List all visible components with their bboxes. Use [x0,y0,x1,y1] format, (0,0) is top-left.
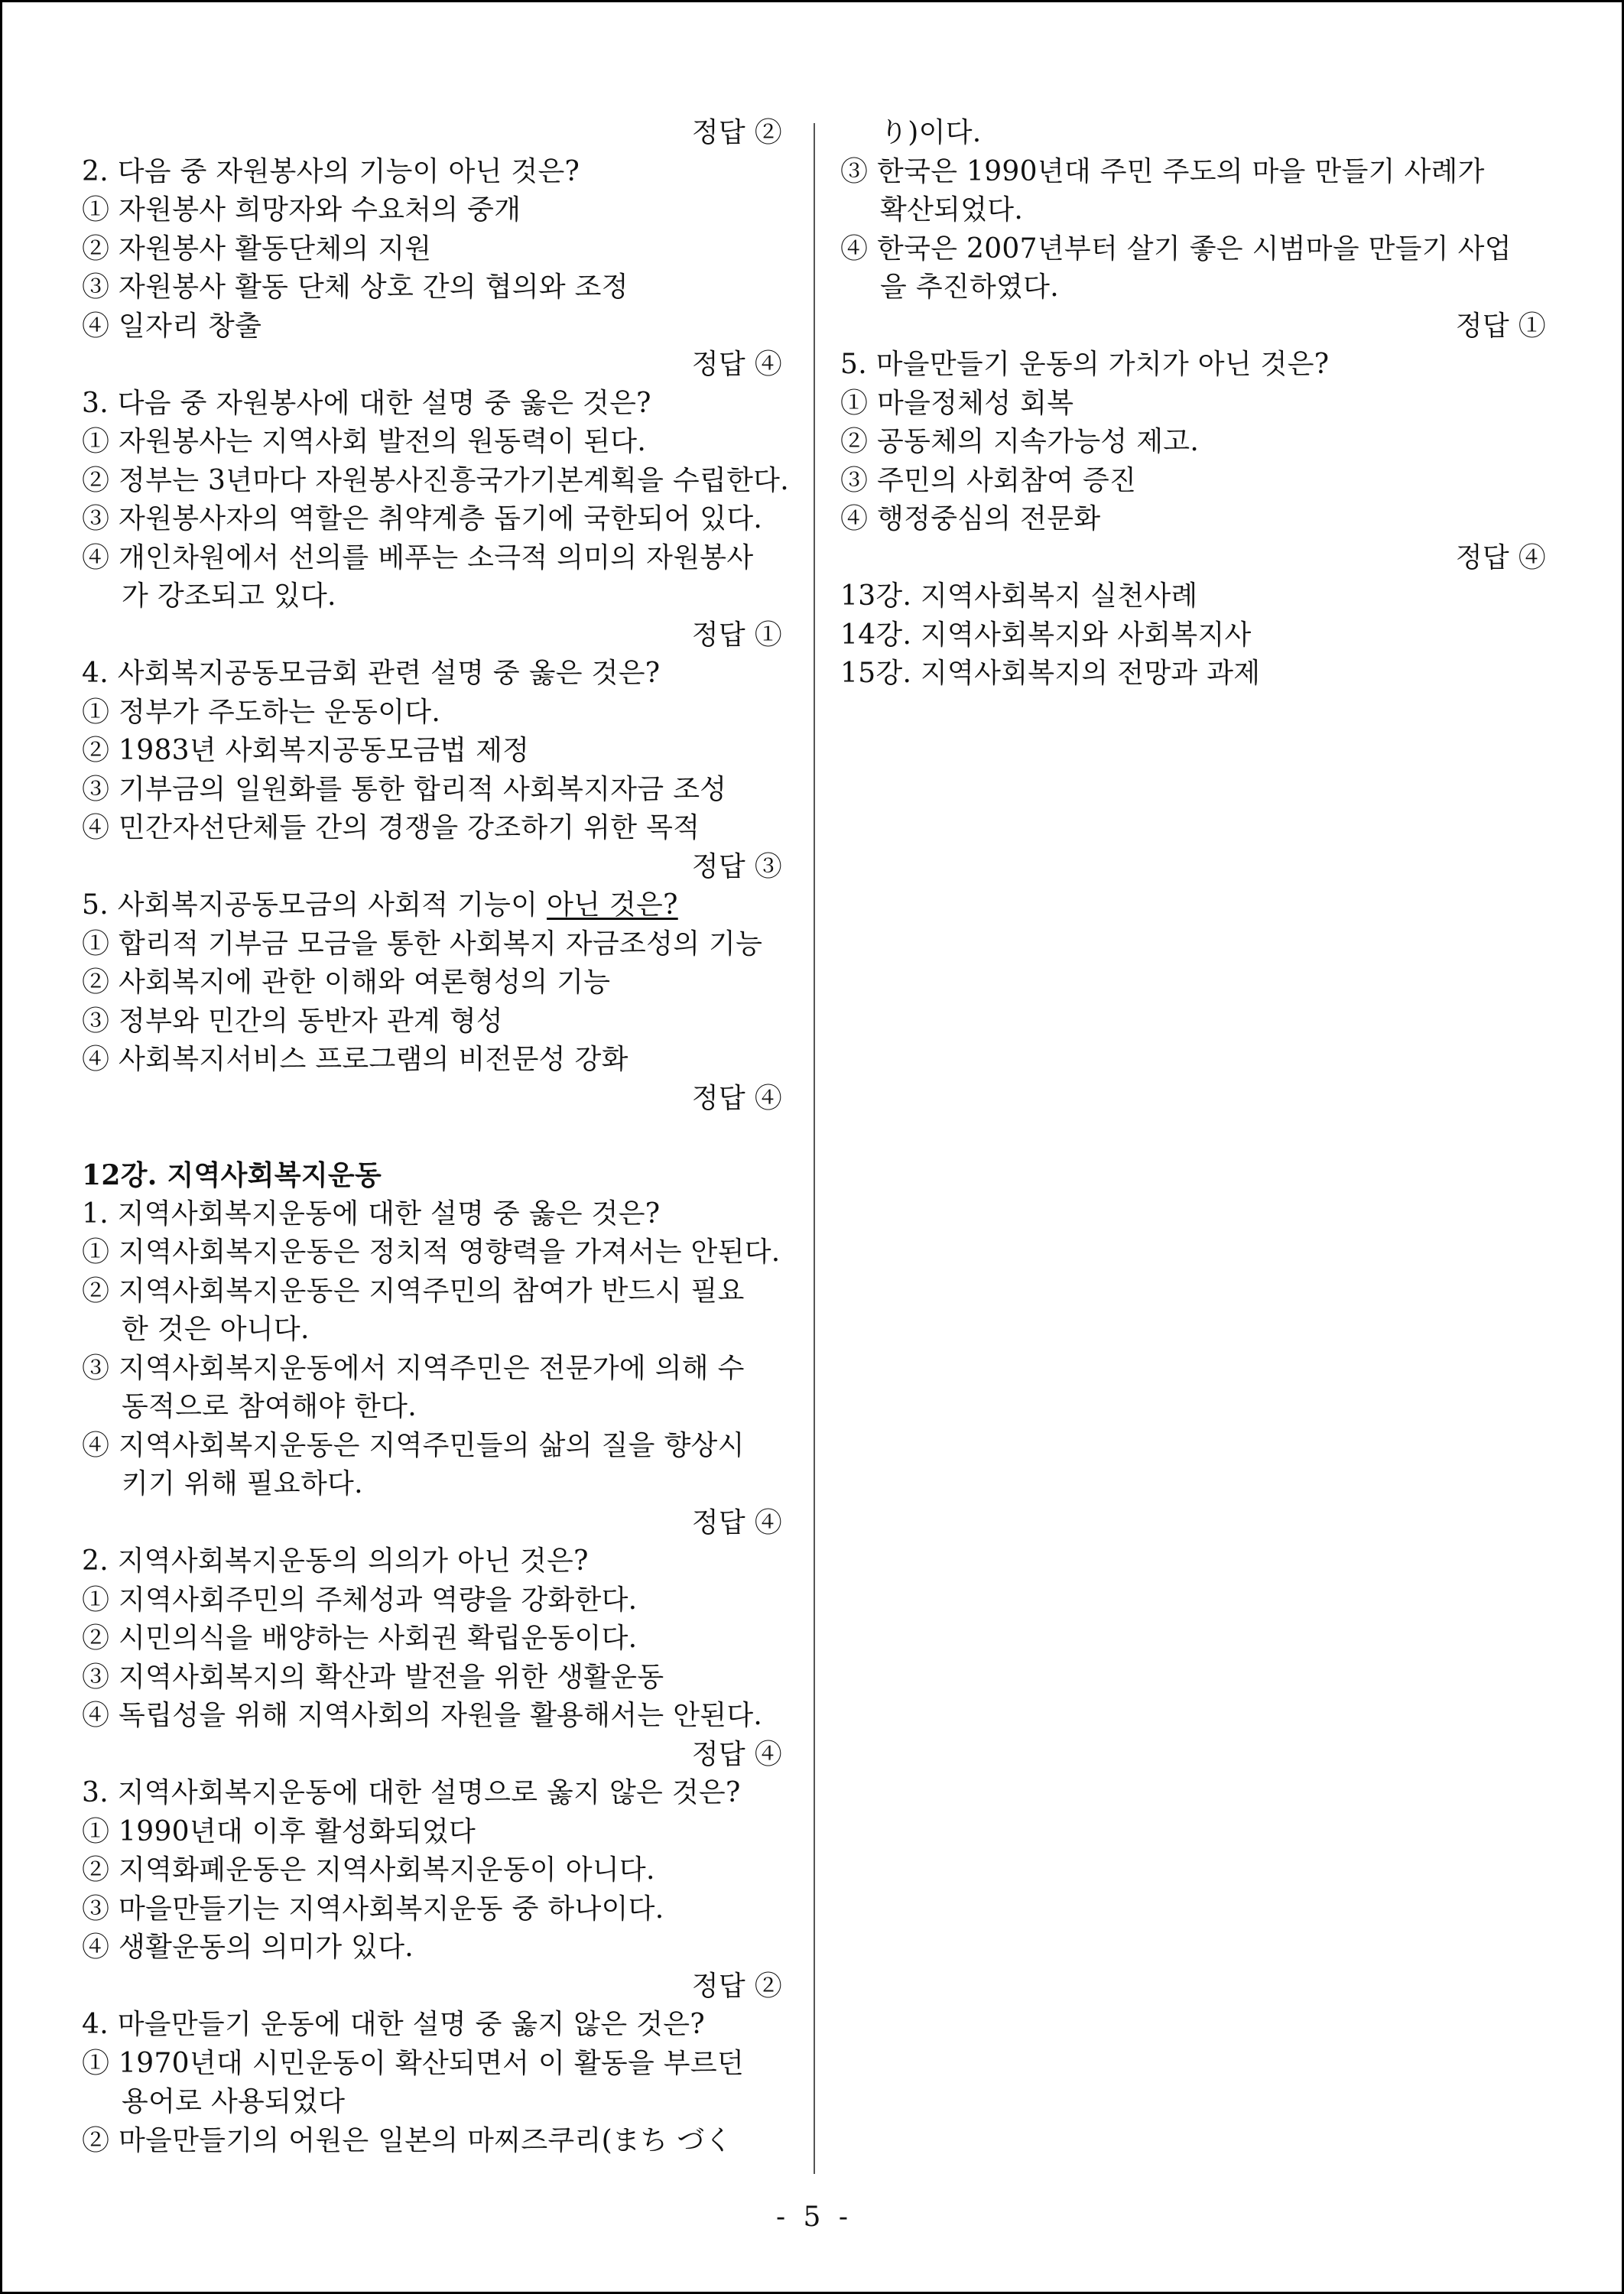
answer-option: ③ 지역사회복지운동에서 지역주민은 전문가에 의해 수 [82,1352,745,1384]
option-continuation: 동적으로 참여해야 한다. [122,1391,417,1422]
question-text: 14강. 지역사회복지와 사회복지사 [840,619,1252,651]
column-divider [814,123,815,2174]
left-column [82,114,789,2160]
right-column [840,114,1548,694]
answer-option: ② 마을만들기의 어원은 일본의 마찌즈쿠리(まち づく [82,2124,732,2156]
answer-option: ④ 개인차원에서 선의를 베푸는 소극적 의미의 자원봉사 [82,541,754,574]
underlined-text: 아닌 것은? [547,889,678,921]
answer-option: ④ 행정중심의 전문화 [840,503,1101,535]
answer-key: 정답 ④ [691,349,782,380]
option-continuation: 한 것은 아니다. [122,1314,310,1345]
option-continuation: 을 추진하였다. [880,271,1059,303]
answer-option: ③ 정부와 민간의 동반자 관계 형성 [82,1005,504,1037]
question-text: 5. 마을만들기 운동의 가치가 아닌 것은? [840,349,1330,380]
answer-key: 정답 ④ [691,1738,782,1770]
answer-option: ② 자원봉사 활동단체의 지원 [82,232,432,265]
answer-option: ④ 일자리 창출 [82,310,262,342]
question-text: 3. 다음 중 자원봉사에 대한 설명 중 옳은 것은? [82,387,651,419]
answer-option: ② 시민의식을 배양하는 사회권 확립운동이다. [82,1623,638,1654]
option-continuation: り)이다. [880,117,982,148]
question-text: 13강. 지역사회복지 실천사례 [840,580,1198,612]
answer-option: ① 자원봉사 희망자와 수요처의 중개 [82,194,521,226]
answer-option: ③ 기부금의 일원화를 통한 합리적 사회복지자금 조성 [82,773,727,805]
answer-option: ① 자원봉사는 지역사회 발전의 원동력이 된다. [82,426,647,457]
answer-option: ② 지역사회복지운동은 지역주민의 참여가 반드시 필요 [82,1275,745,1307]
answer-option: ④ 생활운동의 의미가 있다. [82,1932,414,1963]
answer-option: ① 합리적 기부금 모금을 통한 사회복지 자금조성의 기능 [82,928,763,960]
answer-key: 정답 ④ [691,1506,782,1539]
answer-option: ① 정부가 주도하는 운동이다. [82,696,441,728]
answer-option: ③ 지역사회복지의 확산과 발전을 위한 생활운동 [82,1661,664,1693]
answer-option: ② 정부는 3년마다 자원봉사진흥국가기본계획을 수립한다. [82,464,789,496]
question-text: 2. 지역사회복지운동의 의의가 아닌 것은? [82,1545,589,1577]
question-text: 1. 지역사회복지운동에 대한 설명 중 옳은 것은? [82,1197,661,1230]
answer-option: ④ 한국은 2007년부터 살기 좋은 시범마을 만들기 사업 [840,232,1512,265]
section-heading: 12강. 지역사회복지운동 [82,1159,382,1191]
answer-option: ① 1970년대 시민운동이 확산되면서 이 활동을 부르던 [82,2047,745,2079]
answer-option: ① 1990년대 이후 활성화되었다 [82,1815,476,1847]
answer-option: ④ 민간자선단체들 간의 경쟁을 강조하기 위한 목적 [82,812,700,843]
question-text: 4. 사회복지공동모금회 관련 설명 중 옳은 것은? [82,658,661,689]
question-text: 15강. 지역사회복지의 전망과 과제 [840,658,1261,689]
answer-option: ② 1983년 사회복지공동모금법 제정 [82,735,530,766]
question-text: 2. 다음 중 자원봉사의 기능이 아닌 것은? [82,155,580,187]
answer-option: ③ 주민의 사회참여 증진 [840,464,1137,496]
option-continuation: 가 강조되고 있다. [122,580,336,612]
question-text [82,886,784,925]
answer-option: ① 마을정체성 회복 [840,387,1074,419]
question-text: 4. 마을만들기 운동에 대한 설명 중 옳지 않은 것은? [82,2009,705,2040]
page-number: - 5 - [775,2201,853,2233]
answer-option: ④ 독립성을 위해 지역사회의 자원을 활용해서는 안된다. [82,1700,763,1731]
option-continuation: 확산되었다. [880,194,1024,226]
answer-option: ② 지역화폐운동은 지역사회복지운동이 아니다. [82,1854,655,1886]
answer-option: ④ 지역사회복지운동은 지역주민들의 삶의 질을 향상시 [82,1429,745,1461]
answer-option: ④ 사회복지서비스 프로그램의 비전문성 강화 [82,1044,628,1075]
answer-option: ③ 자원봉사 활동 단체 상호 간의 협의와 조정 [82,271,628,303]
answer-option: ② 공동체의 지속가능성 제고. [840,426,1200,457]
answer-option: ③ 한국은 1990년대 주민 주도의 마을 만들기 사례가 [840,155,1485,187]
answer-key: 정답 ④ [1455,541,1546,574]
question-text-part: 5. 사회복지공동모금의 사회적 기능이 [82,889,547,921]
answer-option: ② 사회복지에 관한 이해와 여론형성의 기능 [82,967,611,998]
answer-key: 정답 ③ [691,850,782,882]
option-continuation: 키기 위해 필요하다. [122,1468,363,1500]
answer-key: 정답 ② [691,1970,782,2002]
option-continuation: 용어로 사용되었다 [122,2086,346,2117]
question-text: 3. 지역사회복지운동에 대한 설명으로 옳지 않은 것은? [82,1777,741,1808]
answer-key: 정답 ① [691,619,782,651]
answer-key: 정답 ① [1455,310,1546,342]
answer-key: 정답 ④ [691,1082,782,1114]
answer-option: ① 지역사회주민의 주체성과 역량을 강화한다. [82,1584,638,1616]
answer-option: ③ 마을만들기는 지역사회복지운동 중 하나이다. [82,1893,664,1925]
answer-option: ① 지역사회복지운동은 정치적 영향력을 가져서는 안된다. [82,1236,781,1268]
answer-option: ③ 자원봉사자의 역할은 취약계층 돕기에 국한되어 있다. [82,503,763,535]
answer-key: 정답 ② [691,117,782,148]
